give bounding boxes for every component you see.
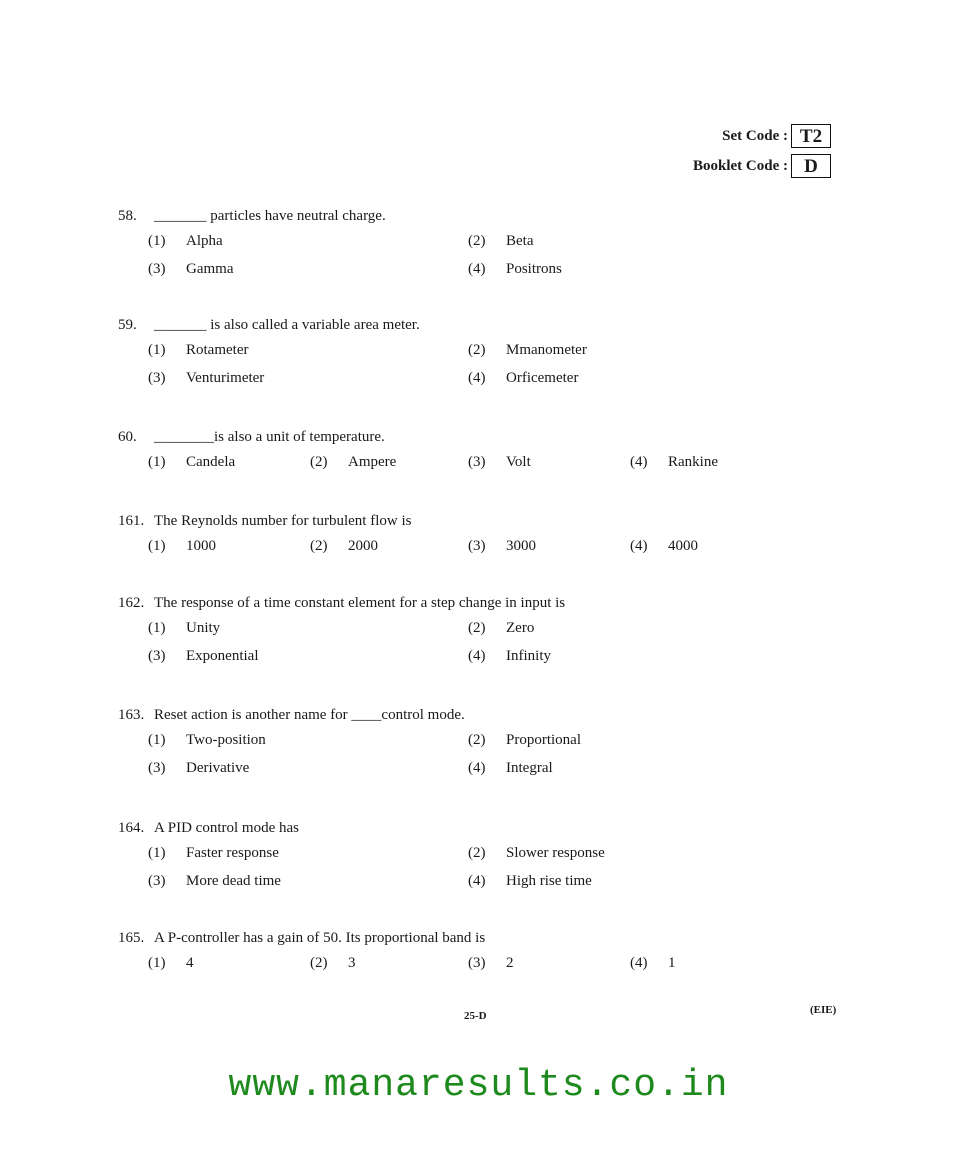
option-number: (4) [630,955,648,971]
option-text: Gamma [186,261,234,277]
option-number: (2) [468,845,486,861]
question-164 [118,817,758,895]
option-1 [148,726,266,754]
option-number: (4) [468,760,486,776]
option-3 [468,532,536,560]
option-text: 4 [186,955,194,971]
option-text: Faster response [186,845,279,861]
option-text: Derivative [186,760,250,776]
option-text: Integral [506,760,553,776]
options [118,949,758,977]
option-4 [468,754,553,782]
option-number: (4) [630,538,648,554]
question-60 [118,426,758,476]
options [118,448,758,476]
options [118,839,758,895]
option-text: High rise time [506,873,592,889]
option-text: Rotameter [186,342,249,358]
option-number: (4) [468,261,486,277]
option-text: Two-position [186,732,266,748]
question-number: 161. [118,513,145,529]
question-number: 165. [118,930,145,946]
option-number: (1) [148,955,166,971]
option-2 [310,532,378,560]
option-4 [630,532,698,560]
option-number: (4) [468,873,486,889]
question-text: _______ particles have neutral charge. [154,208,386,224]
question-number: 162. [118,595,145,611]
options [118,227,758,283]
set-code-value: T2 [791,124,831,148]
option-number: (3) [148,760,166,776]
paper-code: (EIE) [810,1004,837,1016]
option-text: 3000 [506,538,536,554]
option-number: (1) [148,845,166,861]
option-2 [468,614,534,642]
option-number: (2) [468,233,486,249]
option-text: Venturimeter [186,370,265,386]
question-59 [118,314,758,392]
option-3 [468,949,514,977]
option-number: (3) [468,955,486,971]
option-3 [148,364,264,392]
option-3 [148,867,281,895]
option-3 [148,255,233,283]
option-2 [310,949,356,977]
option-number: (4) [468,370,486,386]
booklet-code-value: D [791,154,831,178]
set-code-label: Set Code : [722,127,788,144]
option-number: (3) [148,873,166,889]
question-number: 163. [118,707,145,723]
booklet-code-row [693,151,831,181]
option-2 [468,336,587,364]
option-4 [630,448,718,476]
option-text: Alpha [186,233,223,249]
option-3 [148,642,258,670]
option-4 [468,364,578,392]
option-text: Ampere [348,454,397,470]
option-4 [468,255,562,283]
option-text: Mmanometer [506,342,587,358]
option-text: 2000 [348,538,378,554]
option-text: 1000 [186,538,216,554]
question-number: 60. [118,429,137,445]
option-number: (2) [310,538,328,554]
question-161 [118,510,758,560]
option-text: Positrons [506,261,562,277]
question-number: 58. [118,208,137,224]
question-stem [118,704,758,726]
option-text: 2 [506,955,514,971]
option-4 [468,867,592,895]
option-number: (3) [468,454,486,470]
option-text: Proportional [506,732,581,748]
option-2 [468,726,581,754]
option-number: (2) [468,620,486,636]
option-text: Infinity [506,648,551,664]
question-text: The response of a time constant element for a step change in input is [154,595,566,611]
option-1 [148,949,194,977]
option-text: 1 [668,955,676,971]
question-stem [118,592,758,614]
booklet-code-label: Booklet Code : [693,157,788,174]
question-stem [118,426,758,448]
option-text: Exponential [186,648,259,664]
option-number: (1) [148,233,166,249]
option-number: (2) [310,454,328,470]
option-4 [468,642,551,670]
question-stem [118,510,758,532]
option-number: (2) [468,732,486,748]
option-1 [148,448,235,476]
option-number: (1) [148,454,166,470]
options [118,726,758,782]
question-stem [118,817,758,839]
option-2 [468,227,534,255]
question-text: A PID control mode has [154,820,299,836]
option-text: Volt [506,454,531,470]
option-number: (3) [148,648,166,664]
question-stem [118,314,758,336]
option-2 [310,448,396,476]
question-text: The Reynolds number for turbulent flow is [154,513,412,529]
question-stem [118,927,758,949]
code-block [693,121,831,181]
option-text: Unity [186,620,221,636]
option-text: 3 [348,955,356,971]
option-number: (4) [630,454,648,470]
options [118,336,758,392]
option-number: (2) [310,955,328,971]
option-1 [148,839,279,867]
options [118,532,758,560]
watermark-url: www.manaresults.co.in [228,1064,729,1107]
question-165 [118,927,758,977]
option-1 [148,532,216,560]
option-number: (4) [468,648,486,664]
option-number: (1) [148,342,166,358]
option-number: (3) [468,538,486,554]
option-3 [468,448,531,476]
option-text: Beta [506,233,534,249]
question-text: ________is also a unit of temperature. [154,429,385,445]
question-163 [118,704,758,782]
page-number: 25-D [464,1010,487,1022]
option-number: (3) [148,370,166,386]
set-code-row [693,121,831,151]
question-text: A P-controller has a gain of 50. Its proportional band is [154,930,486,946]
question-162 [118,592,758,670]
question-text: Reset action is another name for ____control mode. [154,707,465,723]
option-4 [630,949,676,977]
question-stem [118,205,758,227]
option-number: (1) [148,732,166,748]
option-text: 4000 [668,538,698,554]
option-1 [148,336,248,364]
option-text: Slower response [506,845,605,861]
option-text: Orficemeter [506,370,579,386]
option-1 [148,227,223,255]
option-number: (1) [148,538,166,554]
option-text: More dead time [186,873,281,889]
option-2 [468,839,605,867]
option-number: (2) [468,342,486,358]
options [118,614,758,670]
option-1 [148,614,220,642]
option-number: (1) [148,620,166,636]
option-text: Rankine [668,454,718,470]
question-number: 59. [118,317,137,333]
option-3 [148,754,249,782]
question-58 [118,205,758,283]
option-number: (3) [148,261,166,277]
question-number: 164. [118,820,145,836]
option-text: Zero [506,620,535,636]
question-text: _______ is also called a variable area meter. [154,317,420,333]
option-text: Candela [186,454,236,470]
